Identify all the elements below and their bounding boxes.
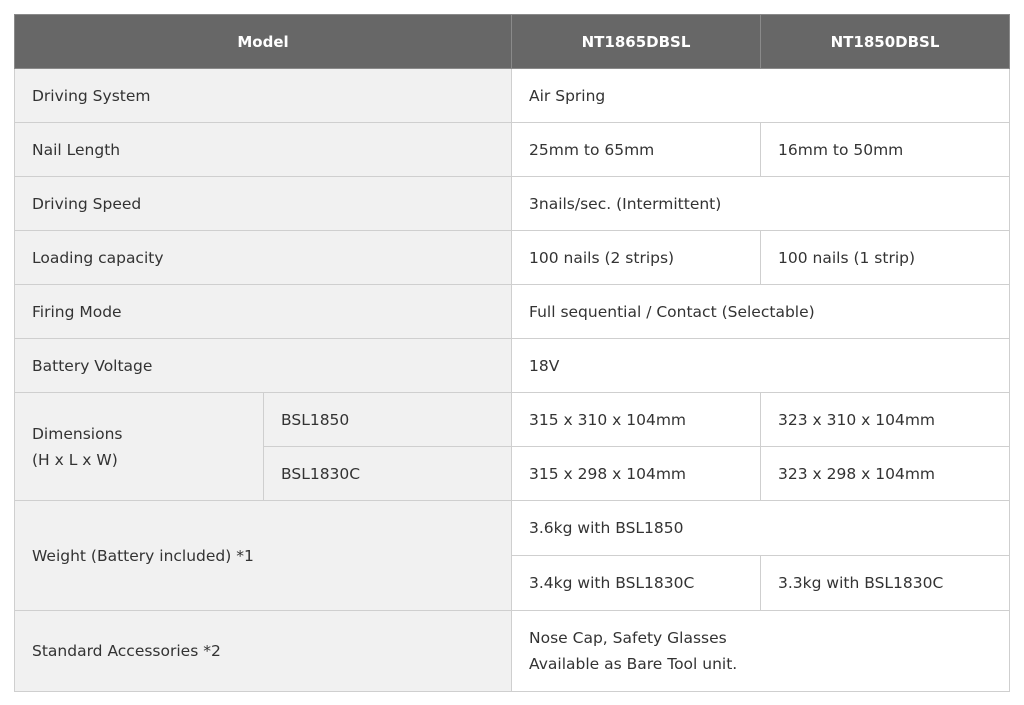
value-weight-bsl1830c-nt1865dbsl: 3.4kg with BSL1830C xyxy=(512,556,761,611)
label-battery-voltage: Battery Voltage xyxy=(15,339,512,393)
value-standard-accessories xyxy=(512,611,1010,692)
value-dimensions-bsl1850-nt1865dbsl: 315 x 310 x 104mm xyxy=(512,393,761,447)
row-weight-bsl1850 xyxy=(15,501,1010,556)
label-loading-capacity: Loading capacity xyxy=(15,231,512,285)
value-dimensions-bsl1850-nt1850dbsl: 323 x 310 x 104mm xyxy=(761,393,1010,447)
spec-table xyxy=(14,14,1010,692)
value-firing-mode: Full sequential / Contact (Selectable) xyxy=(512,285,1010,339)
label-dimensions-bsl1830c: BSL1830C xyxy=(264,447,512,501)
value-loading-capacity-nt1865dbsl: 100 nails (2 strips) xyxy=(512,231,761,285)
label-dimensions-bsl1850: BSL1850 xyxy=(264,393,512,447)
label-standard-accessories: Standard Accessories *2 xyxy=(15,611,512,692)
row-driving-system xyxy=(15,69,1010,123)
value-nail-length-nt1850dbsl: 16mm to 50mm xyxy=(761,123,1010,177)
label-dimensions-line1: Dimensions xyxy=(32,424,123,443)
header-model: Model xyxy=(15,15,512,69)
label-weight: Weight (Battery included) *1 xyxy=(15,501,512,611)
value-driving-speed: 3nails/sec. (Intermittent) xyxy=(512,177,1010,231)
label-dimensions-line2: (H x L x W) xyxy=(32,450,118,469)
value-weight-bsl1850: 3.6kg with BSL1850 xyxy=(512,501,1010,556)
accessories-line2: Available as Bare Tool unit. xyxy=(529,655,738,673)
row-firing-mode xyxy=(15,285,1010,339)
accessories-line1: Nose Cap, Safety Glasses xyxy=(529,629,727,647)
label-firing-mode: Firing Mode xyxy=(15,285,512,339)
value-dimensions-bsl1830c-nt1865dbsl: 315 x 298 x 104mm xyxy=(512,447,761,501)
label-driving-system: Driving System xyxy=(15,69,512,123)
value-loading-capacity-nt1850dbsl: 100 nails (1 strip) xyxy=(761,231,1010,285)
row-driving-speed xyxy=(15,177,1010,231)
row-standard-accessories xyxy=(15,611,1010,692)
value-driving-system: Air Spring xyxy=(512,69,1010,123)
value-dimensions-bsl1830c-nt1850dbsl: 323 x 298 x 104mm xyxy=(761,447,1010,501)
label-dimensions xyxy=(15,393,264,501)
value-weight-bsl1830c-nt1850dbsl: 3.3kg with BSL1830C xyxy=(761,556,1010,611)
row-battery-voltage xyxy=(15,339,1010,393)
header-nt1850dbsl: NT1850DBSL xyxy=(761,15,1010,69)
row-nail-length xyxy=(15,123,1010,177)
value-nail-length-nt1865dbsl: 25mm to 65mm xyxy=(512,123,761,177)
header-row xyxy=(15,15,1010,69)
label-nail-length: Nail Length xyxy=(15,123,512,177)
row-loading-capacity xyxy=(15,231,1010,285)
header-nt1865dbsl: NT1865DBSL xyxy=(512,15,761,69)
row-dimensions-bsl1850 xyxy=(15,393,1010,447)
value-battery-voltage: 18V xyxy=(512,339,1010,393)
label-driving-speed: Driving Speed xyxy=(15,177,512,231)
